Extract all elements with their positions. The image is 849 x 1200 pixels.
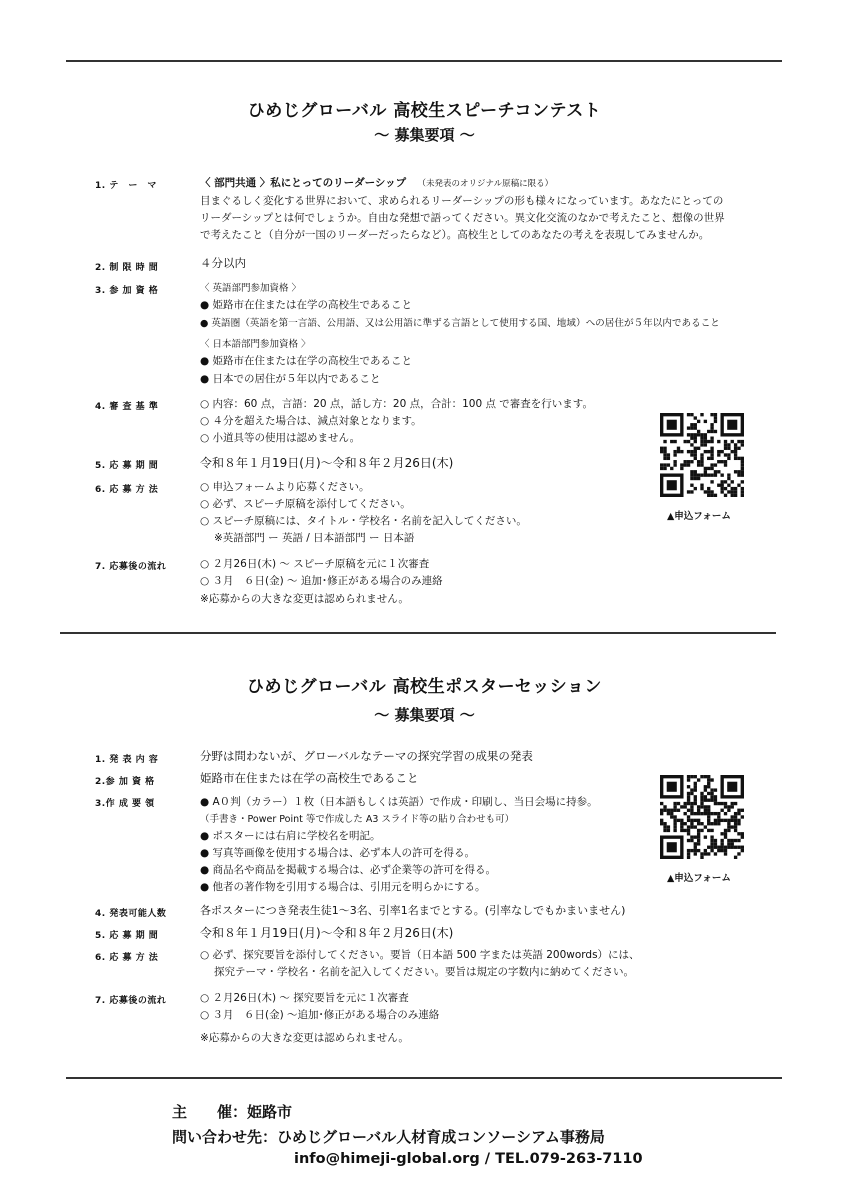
contest-subtitle: 〜 募集要項 〜 [374, 126, 475, 144]
contest-time-label: 2. 制 限 時 間 [95, 263, 159, 273]
host-value: 姫路市 [247, 1103, 293, 1121]
contest-period-value: 令和８年１月19日(月)〜令和８年２月26日(木) [200, 456, 454, 470]
make-item: ● 商品名や商品を掲載する場合は、必ず企業等の許可を得る。 [200, 864, 496, 876]
poster-flow-label: 7. 応募後の流れ [95, 996, 167, 1006]
poster-method-item: ○ 必ず、探究要旨を添付してください。要旨（日本語 500 字または英語 200words）には、 [200, 949, 640, 961]
contact-row [172, 1126, 605, 1147]
qual-en-item: ● 英語圏（英語を第一言語、公用語、又は公用語に準ずる言語として使用する国、地域）への居住が５年以内であること [200, 318, 720, 329]
poster-qual-label: 2.参 加 資 格 [95, 777, 155, 787]
method-item: ○ 申込フォームより応募ください。 [200, 481, 370, 493]
poster-content-value: 分野は問わないが、グローバルなテーマの探究学習の成果の発表 [200, 749, 533, 763]
poster-count-label: 4. 発表可能人数 [95, 909, 167, 919]
qual-jp-item: ● 日本での居住が５年以内であること [200, 373, 381, 385]
method-note: ※英語部門 ー 英語 / 日本語部門 ー 日本語 [214, 532, 415, 544]
method-item: ○ スピーチ原稿には、タイトル・学校名・名前を記入してください。 [200, 515, 527, 527]
method-item: ○ 必ず、スピーチ原稿を添付してください。 [200, 498, 411, 510]
contact-value: ひめじグローバル人材育成コンソーシアム事務局 [277, 1128, 605, 1146]
make-item: ● 他者の著作物を引用する場合は、引用元を明らかにする。 [200, 881, 486, 893]
poster-method-label: 6. 応 募 方 法 [95, 953, 159, 963]
make-note: （手書き・Power Point 等で作成した A3 スライド等の貼り合わせも可） [200, 814, 515, 825]
qual-en-heading: 〈 英語部門参加資格 〉 [200, 283, 302, 294]
contest-qual-label: 3. 参 加 資 格 [95, 286, 159, 296]
flow-item: ○ ３月 ６日(金) 〜 追加･修正がある場合のみ連絡 [200, 575, 443, 587]
judge-item: ○ 小道具等の使用は認めません。 [200, 432, 361, 444]
qr-code-icon[interactable] [660, 413, 744, 497]
theme-body-line: で考えたこと（自分が一国のリーダーだったらなど）。高校生としてのあなたの考えを表現してみませんか。 [200, 229, 710, 241]
host-row [172, 1101, 292, 1122]
contest-theme-head [200, 175, 553, 190]
poster-title: ひめじグローバル 高校生ポスターセッション [247, 677, 602, 697]
poster-subtitle: 〜 募集要項 〜 [374, 706, 475, 724]
flow-note: ※応募からの大きな変更は認められません。 [200, 593, 409, 605]
contest-period-label: 5. 応 募 期 間 [95, 461, 159, 471]
poster-flow-item: ○ ２月26日(木) 〜 探究要旨を元に１次審査 [200, 992, 409, 1004]
contest-judge-label: 4. 審 査 基 準 [95, 402, 159, 412]
theme-note: （未発表のオリジナル原稿に限る） [417, 179, 554, 189]
theme-body-line: 目まぐるしく変化する世界において、求められるリーダーシップの形も様々になっています。あなたにとっての [200, 195, 724, 207]
poster-method-item: 探究テーマ・学校名・名前を記入してください。要旨は規定の字数内に納めてください。 [214, 966, 634, 978]
flow-item: ○ ２月26日(木) 〜 スピーチ原稿を元に１次審査 [200, 558, 430, 570]
contest-method-label: 6. 応 募 方 法 [95, 485, 159, 495]
contest-title: ひめじグローバル 高校生スピーチコンテスト [247, 101, 602, 121]
qr-caption: ▲申込フォーム [667, 511, 731, 522]
poster-period-label: 5. 応 募 期 間 [95, 931, 159, 941]
poster-content-label: 1. 発 表 内 容 [95, 755, 159, 765]
poster-period-value: 令和８年１月19日(月)〜令和８年２月26日(木) [200, 926, 454, 940]
poster-qual-value: 姫路市在住または在学の高校生であること [200, 771, 419, 785]
contact-label: 問い合わせ先： [172, 1128, 278, 1146]
make-item: ● ポスターには右肩に学校名を明記。 [200, 830, 381, 842]
poster-flow-note: ※応募からの大きな変更は認められません。 [200, 1032, 409, 1044]
qr-code-icon[interactable] [660, 775, 744, 859]
make-item: ● A０判（カラー）１枚（日本語もしくは英語）で作成・印刷し、当日会場に持参。 [200, 796, 598, 808]
judge-item: ○ 内容：60 点，言語：20 点，話し方：20 点，合計：100 点 で審査を行います。 [200, 398, 593, 410]
contest-flow-label: 7. 応募後の流れ [95, 562, 167, 572]
poster-flow-item: ○ ３月 ６日(金) 〜追加･修正がある場合のみ連絡 [200, 1009, 440, 1021]
poster-make-label: 3.作 成 要 領 [95, 799, 155, 809]
contest-theme-label: 1. テ ー マ [95, 181, 157, 191]
middle-divider [60, 632, 776, 634]
contest-time-value: ４分以内 [200, 256, 246, 270]
bottom-divider [66, 1077, 782, 1079]
qual-jp-item: ● 姫路市在住または在学の高校生であること [200, 355, 412, 367]
host-label: 主 催： [172, 1103, 248, 1121]
qual-jp-heading: 〈 日本語部門参加資格 〉 [200, 339, 311, 350]
theme-heading: 〈 部門共通 〉私にとってのリーダーシップ [200, 177, 407, 189]
poster-count-value: 各ポスターにつき発表生徒1〜3名、引率1名までとする。(引率なしでもかまいません) [200, 904, 626, 917]
contact-email-phone[interactable]: info@himeji-global.org / TEL.079-263-7110 [294, 1151, 643, 1167]
theme-body-line: リーダーシップとは何でしょうか。自由な発想で語ってください。異文化交流のなかで考えたこと、想像の世界 [200, 212, 725, 224]
top-divider [66, 60, 782, 62]
make-item: ● 写真等画像を使用する場合は、必ず本人の許可を得る。 [200, 847, 475, 859]
judge-item: ○ ４分を超えた場合は、減点対象となります。 [200, 415, 422, 427]
qr-caption: ▲申込フォーム [667, 873, 731, 884]
qual-en-item: ● 姫路市在住または在学の高校生であること [200, 299, 412, 311]
